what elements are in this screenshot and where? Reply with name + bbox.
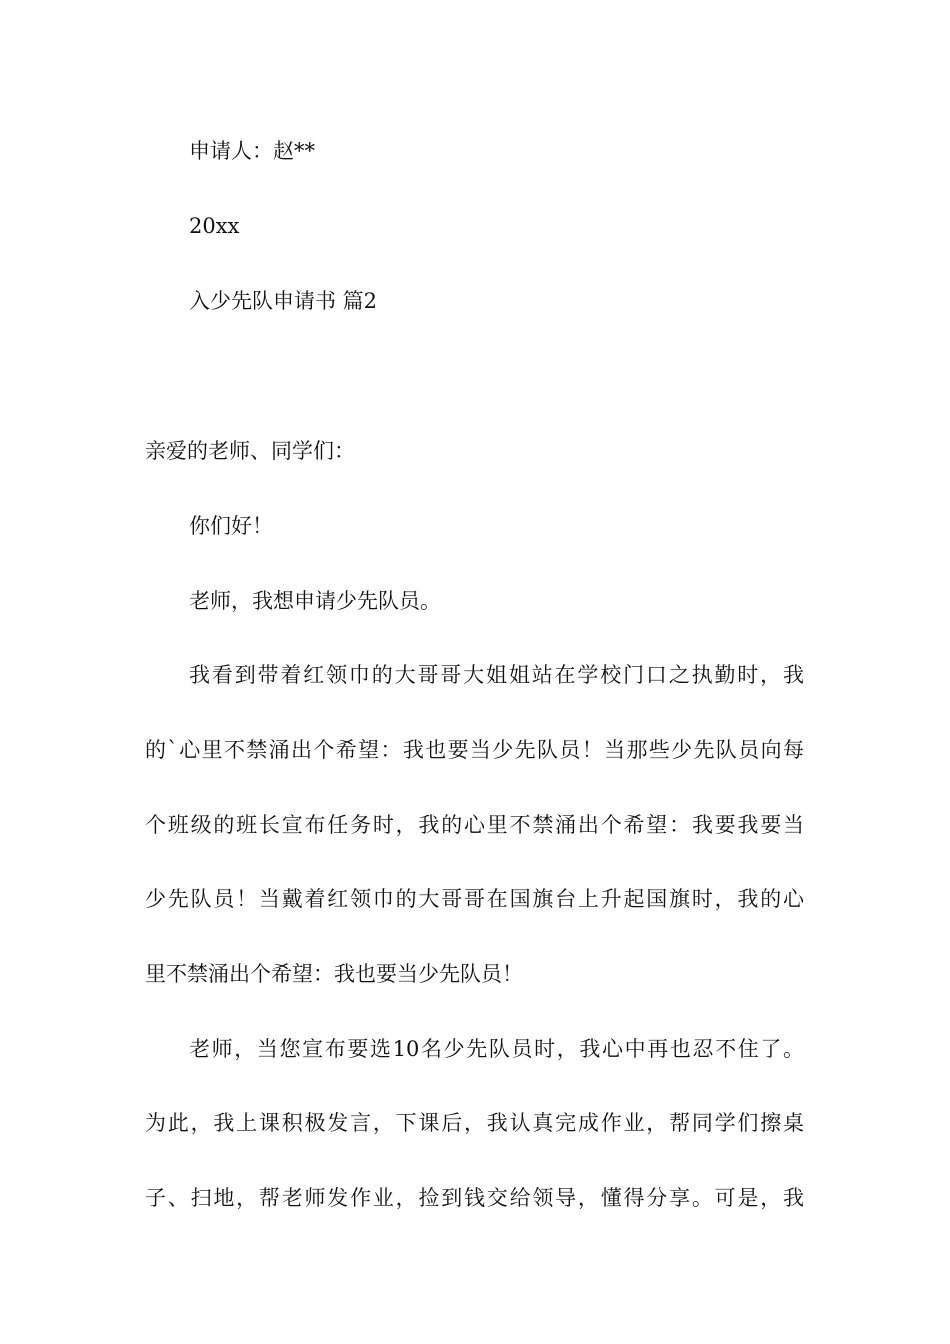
paragraph-line: 少先队员！当戴着红领巾的大哥哥在国旗台上升起国旗时，我的心 xyxy=(145,887,804,911)
paragraph-line: 老师，当您宣布要选10名少先队员时，我心中再也忍不住了。 xyxy=(189,1037,804,1061)
section-title: 入少先队申请书 篇2 xyxy=(189,289,378,313)
salutation: 亲爱的老师、同学们： xyxy=(145,439,355,463)
paragraph-line: 为此，我上课积极发言，下课后，我认真完成作业，帮同学们擦桌 xyxy=(145,1111,804,1135)
applicant-line: 申请人：赵** xyxy=(189,139,315,163)
date-line: 20xx xyxy=(189,214,240,238)
paragraph-line: 我看到带着红领巾的大哥哥大姐姐站在学校门口之执勤时，我 xyxy=(189,663,804,687)
paragraph-line: 个班级的班长宣布任务时，我的心里不禁涌出个希望：我要我要当 xyxy=(145,813,804,837)
greeting: 你们好！ xyxy=(189,514,273,538)
paragraph-line: 老师，我想申请少先队员。 xyxy=(189,589,441,613)
paragraph-line: 里不禁涌出个希望：我也要当少先队员！ xyxy=(145,962,523,986)
paragraph-line: 的`心里不禁涌出个希望：我也要当少先队员！当那些少先队员向每 xyxy=(145,738,804,762)
paragraph-line: 子、扫地，帮老师发作业，捡到钱交给领导，懂得分享。可是，我 xyxy=(145,1186,804,1210)
